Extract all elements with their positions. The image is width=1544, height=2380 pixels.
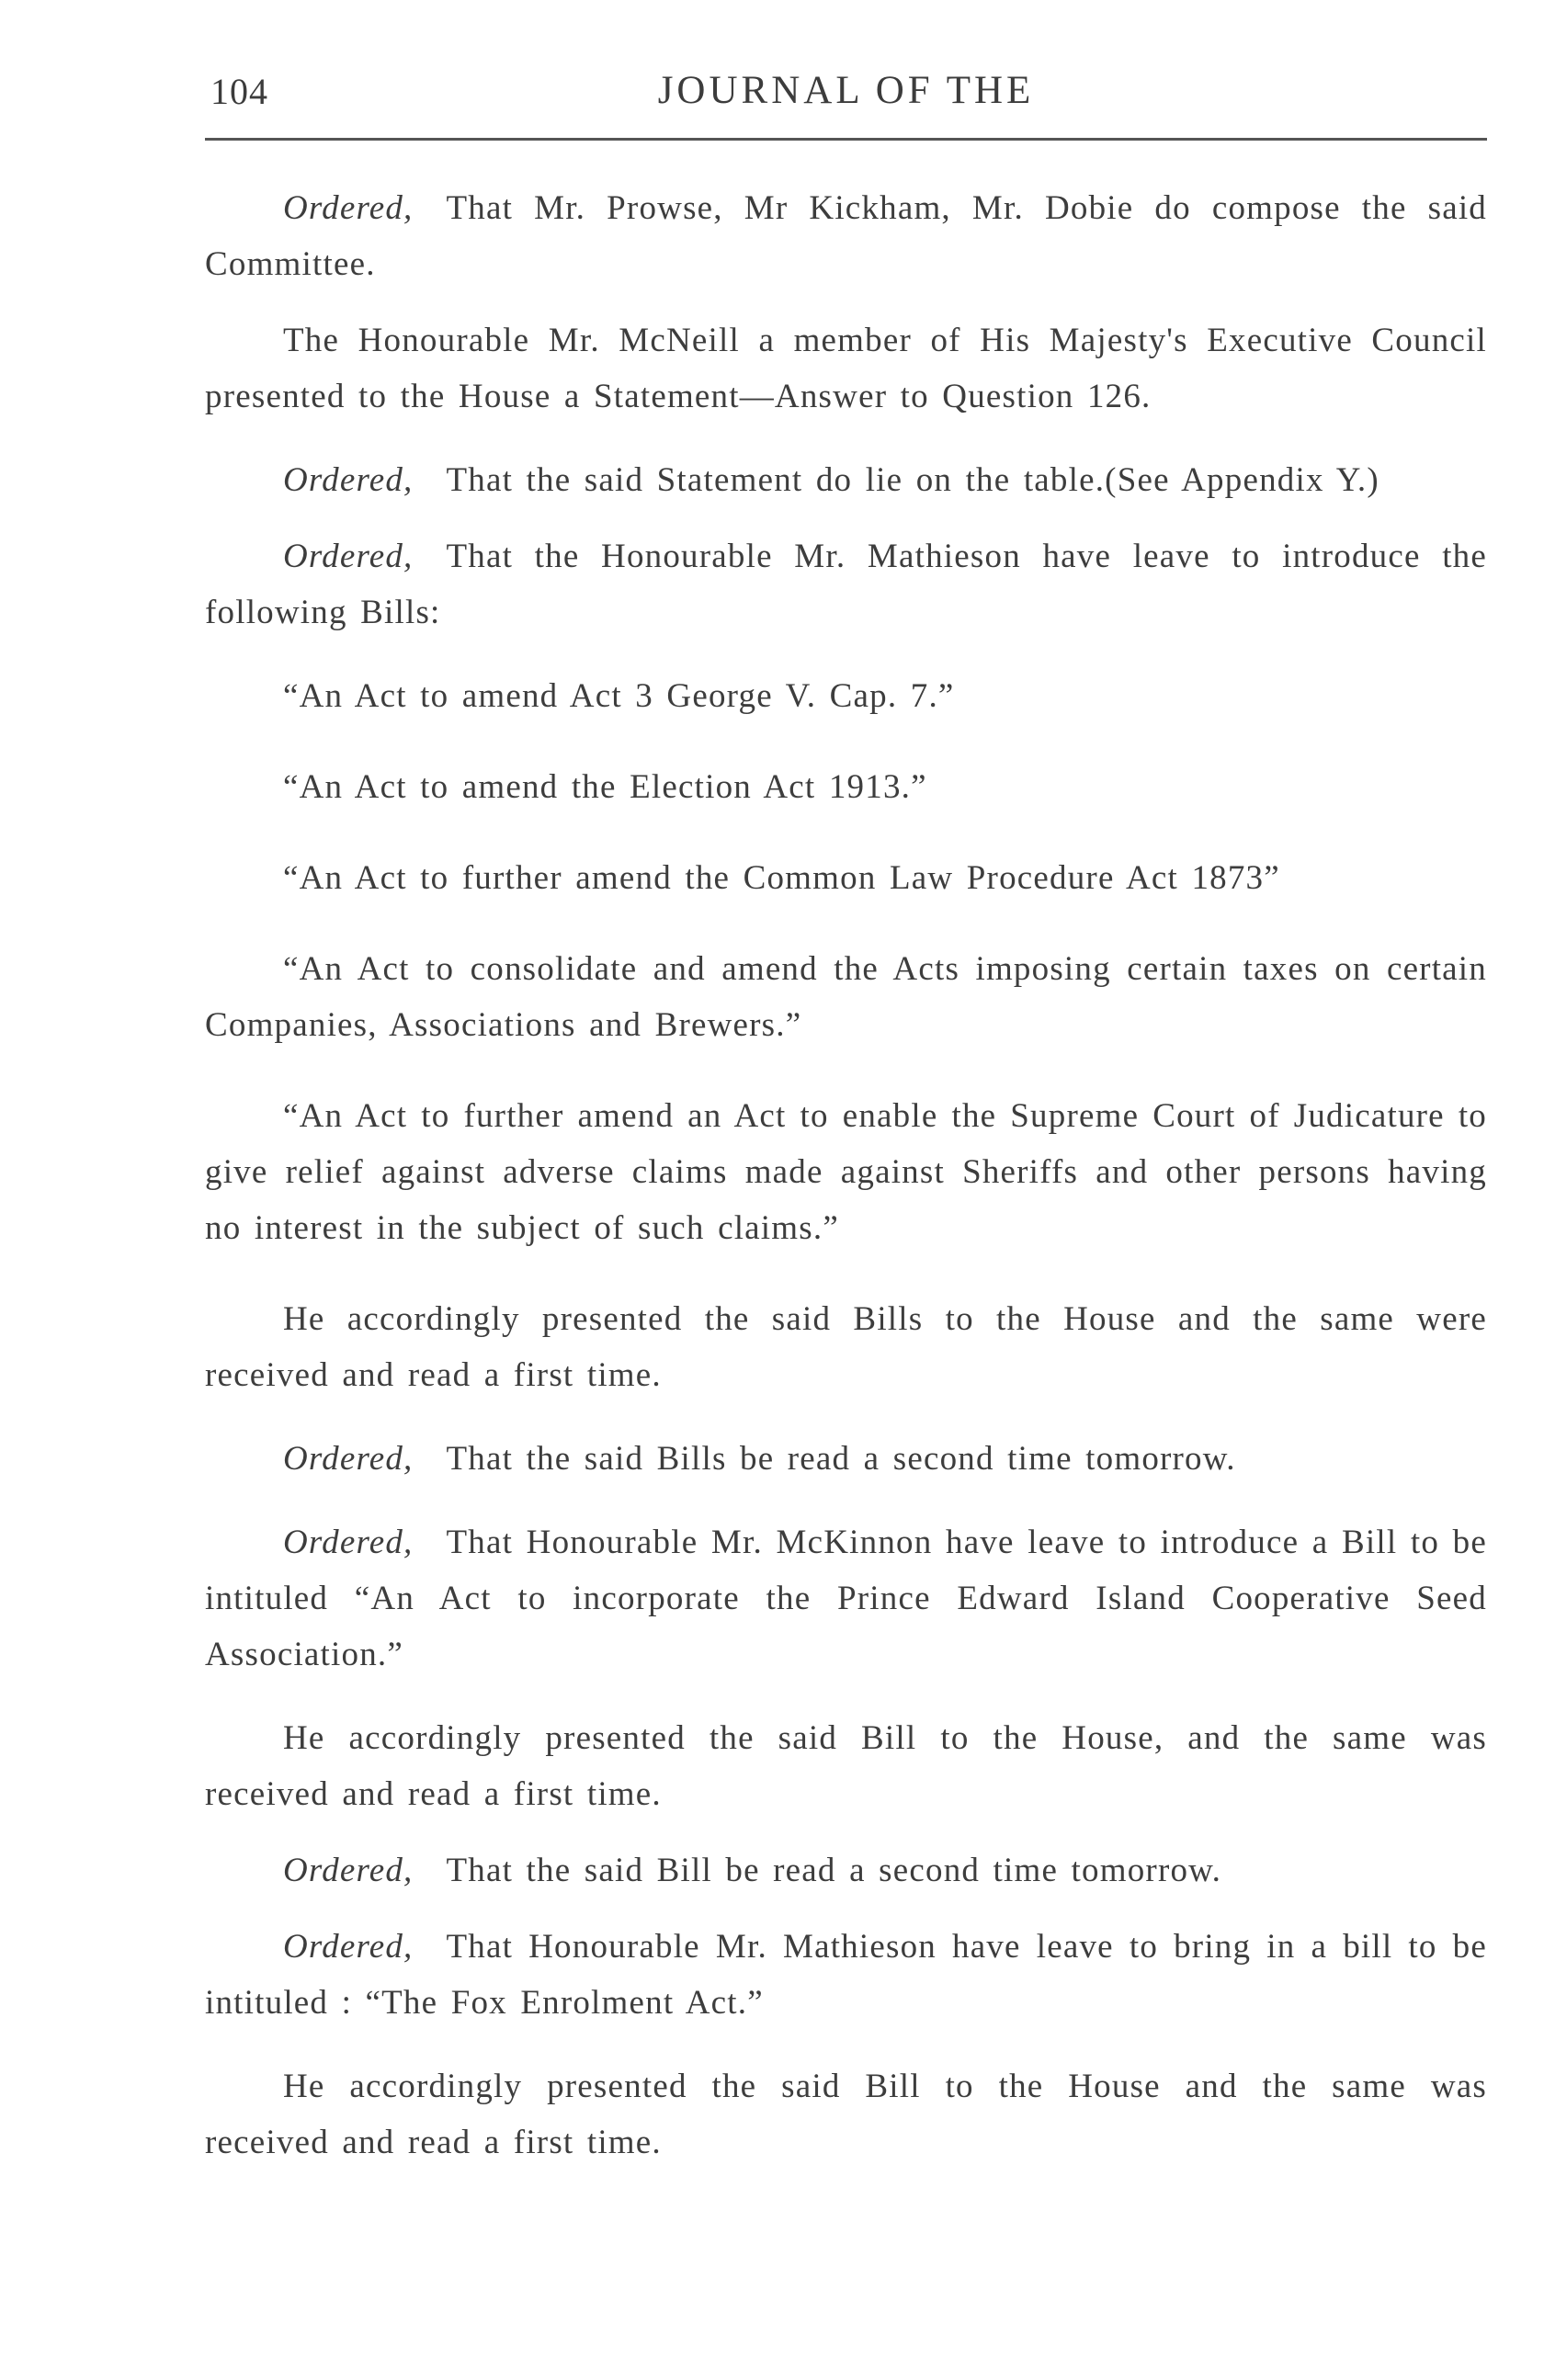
paragraph-text: “An Act to consolidate and amend the Acts imposing certain taxes on certain Companies, Associations and Brewers.”: [205, 950, 1487, 1044]
paragraph-text: “An Act to further amend the Common Law Procedure Act 1873”: [283, 859, 1280, 897]
paragraph-1: [205, 180, 1487, 292]
paragraph-text: That the said Bills be read a second time tomorrow.: [446, 1440, 1236, 1478]
paragraph-2: [205, 312, 1487, 425]
bill-title-2: [205, 759, 1487, 815]
paragraph-text: He accordingly presented the said Bills to the House and the same were received and read a first time.: [205, 1300, 1487, 1394]
paragraph-text: That the said Bill be read a second time tomorrow.: [446, 1852, 1222, 1889]
bill-title-5: [205, 1088, 1487, 1256]
paragraph-11: [205, 1431, 1487, 1487]
journal-body: [205, 180, 1487, 2198]
paragraph-16: [205, 2058, 1487, 2170]
header-rule: [205, 138, 1487, 141]
ordered-label: Ordered,: [283, 189, 414, 227]
paragraph-14: [205, 1842, 1487, 1898]
ordered-label: Ordered,: [283, 1928, 414, 1966]
paragraph-text: He accordingly presented the said Bill to the House and the same was received and read a first time.: [205, 2068, 1487, 2161]
ordered-label: Ordered,: [283, 538, 414, 575]
page-header: [205, 62, 1487, 127]
paragraph-10: [205, 1291, 1487, 1403]
ordered-label: Ordered,: [283, 1852, 414, 1889]
journal-page: [205, 0, 1487, 2380]
paragraph-text: That the said Statement do lie on the table.(See Appendix Y.): [446, 461, 1379, 499]
paragraph-text: That Mr. Prowse, Mr Kickham, Mr. Dobie do compose the said Committee.: [205, 189, 1487, 283]
paragraph-text: The Honourable Mr. McNeill a member of His Majesty's Executive Council presented to the House a Statement—Answer to Question 126.: [205, 322, 1487, 415]
page-number: 104: [210, 71, 268, 112]
running-head: JOURNAL OF THE: [657, 69, 1035, 112]
paragraph-text: That Honourable Mr. Mathieson have leave to bring in a bill to be intituled : “The Fox Enrolment Act.”: [205, 1928, 1487, 2022]
paragraph-15: [205, 1919, 1487, 2031]
paragraph-12: [205, 1514, 1487, 1683]
ordered-label: Ordered,: [283, 1524, 414, 1561]
paragraph-text: That Honourable Mr. McKinnon have leave to introduce a Bill to be intituled “An Act to incorporate the Prince Edward Island Cooperative Seed Association.”: [205, 1524, 1487, 1673]
paragraph-text: “An Act to amend Act 3 George V. Cap. 7.”: [283, 677, 955, 715]
paragraph-text: “An Act to amend the Election Act 1913.”: [283, 768, 927, 806]
paragraph-4: [205, 528, 1487, 640]
paragraph-13: [205, 1710, 1487, 1822]
paragraph-text: That the Honourable Mr. Mathieson have leave to introduce the following Bills:: [205, 538, 1487, 631]
bill-title-1: [205, 668, 1487, 724]
paragraph-text: “An Act to further amend an Act to enable the Supreme Court of Judicature to give relief against adverse claims made against Sheriffs and other persons having no interest in the subject of such claims.”: [205, 1097, 1487, 1247]
paragraph-3: [205, 452, 1487, 508]
ordered-label: Ordered,: [283, 461, 414, 499]
ordered-label: Ordered,: [283, 1440, 414, 1478]
bill-title-3: [205, 850, 1487, 906]
bill-title-4: [205, 941, 1487, 1053]
paragraph-text: He accordingly presented the said Bill to the House, and the same was received and read a first time.: [205, 1719, 1487, 1813]
